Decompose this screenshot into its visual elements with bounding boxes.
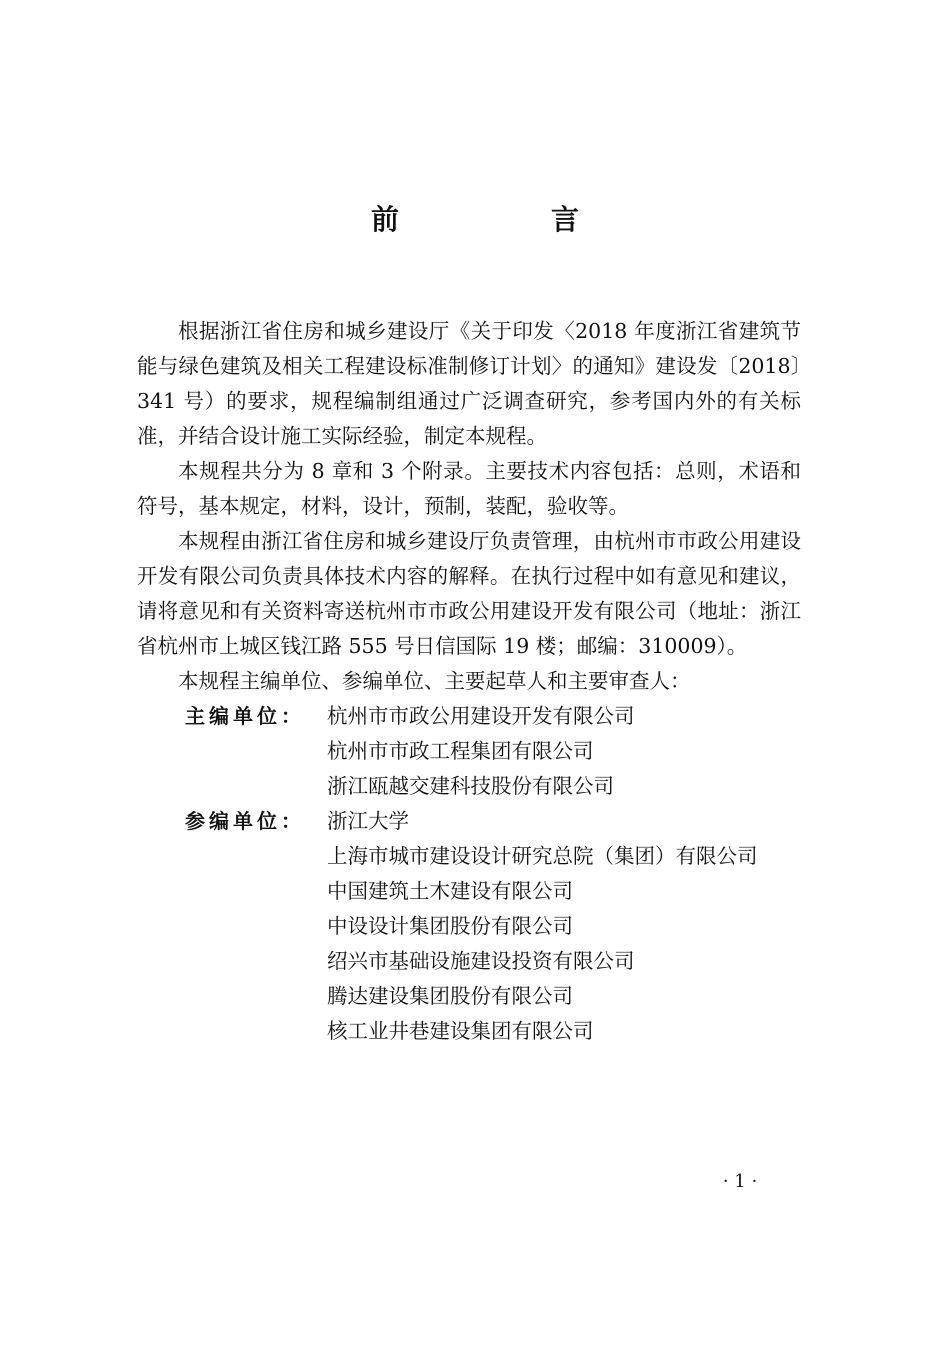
preface-body	[137, 314, 801, 1049]
preface-paragraph-4: 本规程主编单位、参编单位、主要起草人和主要审查人：	[178, 669, 691, 693]
chief-units-block	[185, 699, 801, 804]
participating-unit-item: 中设设计集团股份有限公司	[327, 914, 573, 938]
page-number: · 1 ·	[722, 1171, 758, 1192]
chief-unit-item: 杭州市市政工程集团有限公司	[327, 739, 594, 763]
chief-units-list	[327, 699, 801, 804]
preface-paragraph-2: 本规程共分为 8 章和 3 个附录。主要技术内容包括：总则，术语和符号，基本规定，材料，设计，预制，装配，验收等。	[137, 459, 801, 518]
preface-paragraph-3: 本规程由浙江省住房和城乡建设厅负责管理，由杭州市市政公用建设开发有限公司负责具体技术内容的解释。在执行过程中如有意见和建议，请将意见和有关资料寄送杭州市市政公用建设开发有限公司（地址：浙江省杭州市上城区钱江路 555 号日信国际 19 楼；邮编：310009）。	[137, 529, 801, 658]
chief-units-label: 主编单位：	[185, 704, 305, 728]
participating-unit-item: 上海市城市建设设计研究总院（集团）有限公司	[327, 844, 758, 868]
participating-unit-item: 腾达建设集团股份有限公司	[327, 984, 573, 1008]
page-title: 前 言	[370, 203, 641, 236]
participating-units-label: 参编单位：	[185, 809, 305, 833]
participating-unit-item: 绍兴市基础设施建设投资有限公司	[327, 949, 635, 973]
participating-units-list	[327, 804, 801, 1049]
chief-unit-item: 杭州市市政公用建设开发有限公司	[327, 704, 635, 728]
participating-unit-item: 中国建筑土木建设有限公司	[327, 879, 573, 903]
participating-units-block	[185, 804, 801, 1049]
participating-unit-item: 核工业井巷建设集团有限公司	[327, 1019, 594, 1043]
participating-unit-item: 浙江大学	[327, 809, 409, 833]
preface-paragraph-1: 根据浙江省住房和城乡建设厅《关于印发〈2018 年度浙江省建筑节能与绿色建筑及相关工程建设标准制修订计划〉的通知》建设发〔2018〕341 号）的要求，规程编制组通过广泛调查研究，参考国内外的有关标准，并结合设计施工实际经验，制定本规程。	[137, 319, 801, 448]
chief-unit-item: 浙江瓯越交建科技股份有限公司	[327, 774, 614, 798]
